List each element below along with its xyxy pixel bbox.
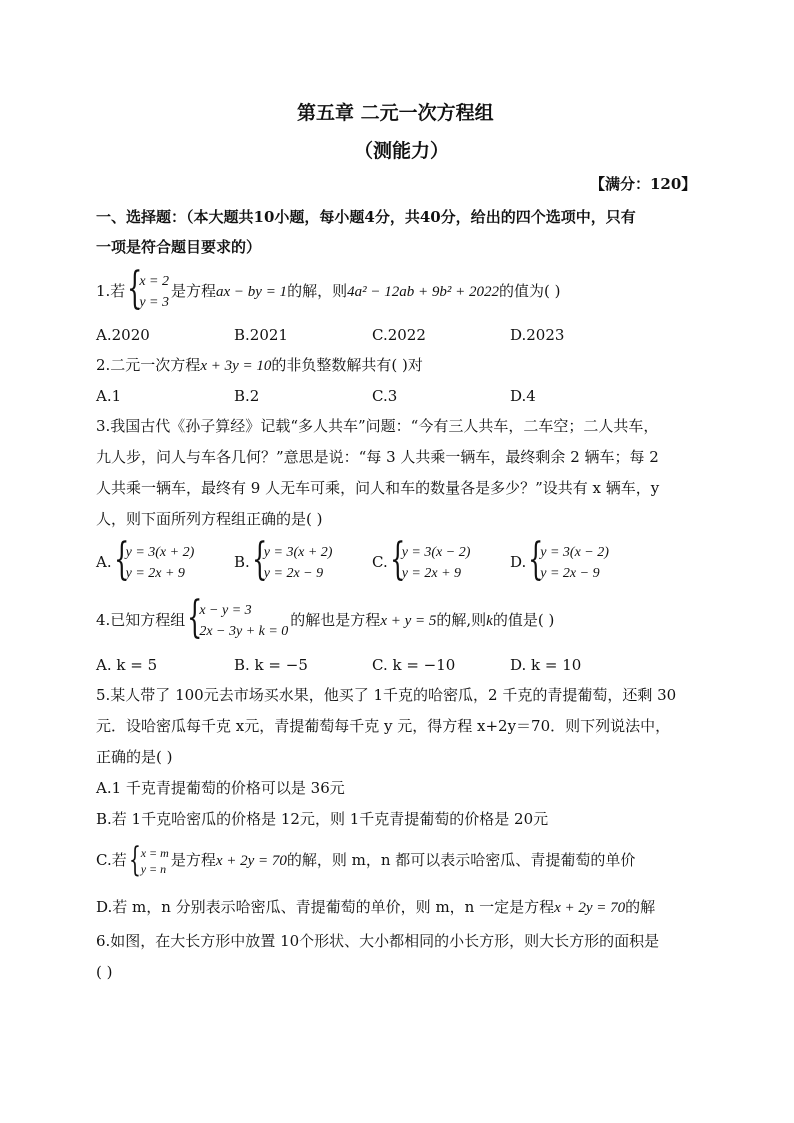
q6-line: ( ) <box>96 963 113 981</box>
q3-equation-system: { y = 3(x + 2) y = 2x − 9 <box>251 534 333 585</box>
q5-option-c <box>96 842 635 879</box>
q3-sys-row: y = 3(x + 2) <box>263 545 333 560</box>
q2-option-d: D.4 <box>510 387 536 405</box>
q3-option-label: B. <box>234 553 250 571</box>
q4-text: 的值是( ) <box>492 611 555 629</box>
q3-option-c <box>372 534 472 585</box>
q1-prefix: 1.若 <box>96 282 126 300</box>
q4-equation-system: { x − y = 3 2x − 3y + k = 0 <box>187 592 289 643</box>
q1-option-a: A.2020 <box>96 326 150 344</box>
q5-optd-equation: x + 2y = 70 <box>554 900 626 916</box>
q5-option-d <box>96 897 655 918</box>
q4-sys-row: x − y = 3 <box>199 603 252 618</box>
section-heading-line2: 一项是符合题目要求的） <box>96 238 262 256</box>
q3-option-label: C. <box>372 553 388 571</box>
q4-option-d: D. k = 10 <box>510 656 582 674</box>
q4-option-b: B. k = −5 <box>234 656 308 674</box>
q4-sys-row: 2x − 3y + k = 0 <box>199 624 289 639</box>
q5-sys-row: y = n <box>140 862 167 876</box>
q5-option-a: A.1 千克青提葡萄的价格可以是 36元 <box>96 779 345 797</box>
q2-suffix: 的非负整数解共有( )对 <box>271 356 423 374</box>
q1-option-c: C.2022 <box>372 326 426 344</box>
q2-option-a: A.1 <box>96 387 122 405</box>
q3-sys-row: y = 3(x − 2) <box>540 545 609 560</box>
question-2 <box>96 355 423 376</box>
q1-text: 的解，则 <box>287 282 348 300</box>
page-title: 第五章 二元一次方程组 <box>297 102 494 124</box>
q5-optd-text: D.若 m，n 分别表示哈密瓜、青提葡萄的单价，则 m，n 一定是方程 <box>96 898 555 916</box>
q5-optc-equation: x + 2y = 70 <box>215 853 287 869</box>
q3-option-d <box>510 534 611 585</box>
q2-option-b: B.2 <box>234 387 260 405</box>
q4-text: 的解也是方程 <box>290 611 381 629</box>
q3-option-label: A. <box>96 553 112 571</box>
q1-equation: ax − by = 1 <box>216 284 288 300</box>
q5-optc-prefix: C.若 <box>96 851 127 869</box>
q4-equation: x + y = 5 <box>380 613 437 629</box>
q3-sys-row: y = 2x − 9 <box>263 566 324 581</box>
question-4 <box>96 592 555 643</box>
q3-equation-system: { y = 3(x − 2) y = 2x − 9 <box>528 534 609 585</box>
q1-sys-row: x = 2 <box>139 274 169 289</box>
q5-sys-row: x = m <box>140 846 169 860</box>
q3-sys-row: y = 2x − 9 <box>540 566 600 581</box>
q3-sys-row: y = 2x + 9 <box>125 566 185 581</box>
q5-line: 5.某人带了 100元去市场买水果，他买了 1千克的哈密瓜，2 千克的青提葡萄，还剩 30 <box>96 686 677 704</box>
q3-sys-row: y = 2x + 9 <box>401 566 462 581</box>
q4-text: 的解,则 <box>436 611 487 629</box>
q3-sys-row: y = 3(x + 2) <box>125 545 195 560</box>
q1-sys-row: y = 3 <box>139 295 169 310</box>
q1-equation-system: { x = 2 y = 3 <box>127 263 169 314</box>
q2-prefix: 2.二元一次方程 <box>96 356 201 374</box>
q3-sys-row: y = 3(x − 2) <box>401 545 471 560</box>
q4-prefix: 4.已知方程组 <box>96 611 186 629</box>
q3-line: 人，则下面所列方程组正确的是( ) <box>96 510 323 528</box>
q3-line: 3.我国古代《孙子算经》记载“多人共车”问题：“今有三人共车，二车空；二人共车， <box>96 417 659 435</box>
q3-line: 九人步，问人与车各几何？”意思是说：“每 3 人共乘一辆车，最终剩余 2 辆车；每 2 <box>96 448 659 466</box>
question-1 <box>96 263 561 314</box>
q1-option-b: B.2021 <box>234 326 288 344</box>
q3-equation-system: { y = 3(x + 2) y = 2x + 9 <box>113 534 195 585</box>
q6-line: 6.如图，在大长方形中放置 10个形状、大小都相同的小长方形，则大长方形的面积是 <box>96 932 660 950</box>
q3-option-label: D. <box>510 553 527 571</box>
q3-line: 人共乘一辆车，最终有 9 人无车可乘，问人和车的数量各是多少？”设共有 x 辆车，y <box>96 479 660 497</box>
q5-equation-system: { x = m y = n <box>128 840 169 880</box>
q3-equation-system: { y = 3(x − 2) y = 2x + 9 <box>389 534 471 585</box>
q1-expression: 4a² − 12ab + 9b² + 2022 <box>347 284 499 300</box>
q2-equation: x + 3y = 10 <box>200 358 272 374</box>
q3-option-a <box>96 534 196 585</box>
q1-option-d: D.2023 <box>510 326 565 344</box>
q5-option-b: B.若 1千克哈密瓜的价格是 12元，则 1千克青提葡萄的价格是 20元 <box>96 810 549 828</box>
q5-line: 正确的是( ) <box>96 748 173 766</box>
q5-optc-text: 是方程 <box>170 851 216 869</box>
q4-variable: k <box>486 613 493 629</box>
score-label: 【满分：120】 <box>590 175 697 193</box>
q2-option-c: C.3 <box>372 387 398 405</box>
section-heading-line1: 一、选择题：（本大题共10小题，每小题4分，共40分，给出的四个选项中，只有 <box>96 208 636 226</box>
q5-optc-text: 的解，则 m，n 都可以表示哈密瓜、青提葡萄的单价 <box>286 851 636 869</box>
page-subtitle: （测能力） <box>354 140 450 162</box>
q5-optd-text: 的解 <box>625 898 656 916</box>
q3-option-b <box>234 534 334 585</box>
q4-option-a: A. k = 5 <box>96 656 158 674</box>
q1-text: 的值为( ) <box>498 282 561 300</box>
q5-line: 元．设哈密瓜每千克 x元，青提葡萄每千克 y 元，得方程 x+2y＝70．则下列说法中， <box>96 717 671 735</box>
q4-option-c: C. k = −10 <box>372 656 456 674</box>
q1-text: 是方程 <box>170 282 216 300</box>
